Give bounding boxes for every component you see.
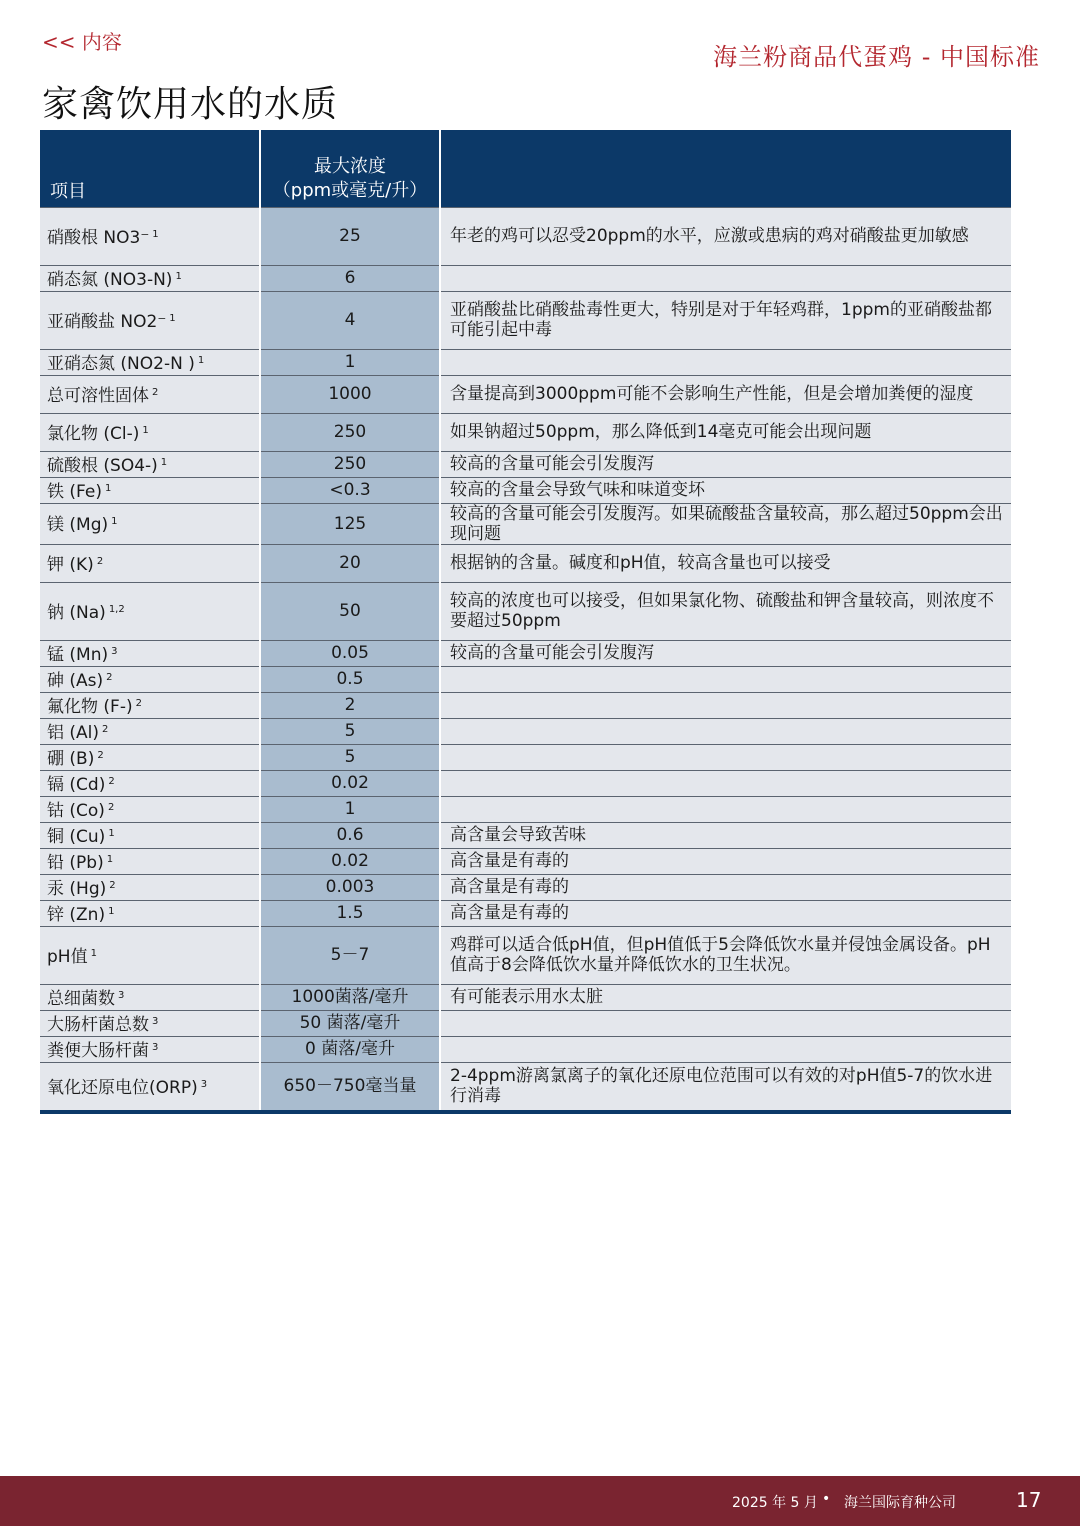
table-row — [40, 413, 1011, 451]
row-item-name: 亚硝酸盐 NO2⁻ — [47, 311, 167, 332]
row-max-concentration: 20 — [260, 544, 440, 582]
row-note — [440, 265, 1011, 291]
row-max-concentration: 0.003 — [260, 874, 440, 900]
row-note: 年老的鸡可以忍受20ppm的水平，应激或患病的鸡对硝酸盐更加敏感 — [440, 207, 1011, 265]
row-max-concentration: 1.5 — [260, 900, 440, 926]
row-note — [440, 349, 1011, 375]
table-row — [40, 984, 1011, 1010]
row-item-footnote: 1 — [142, 424, 149, 436]
row-max-concentration: 0.6 — [260, 822, 440, 848]
table-row — [40, 349, 1011, 375]
row-max-concentration: 1 — [260, 796, 440, 822]
document-title: 海兰粉商品代蛋鸡 - 中国标准 — [713, 43, 1040, 71]
row-item — [40, 503, 260, 544]
table-body — [40, 207, 1011, 1112]
row-max-concentration: 1 — [260, 349, 440, 375]
table-row — [40, 1036, 1011, 1062]
row-item-footnote: 2 — [107, 801, 115, 813]
row-max-concentration: 5－7 — [260, 926, 440, 984]
row-item-footnote: 3 — [118, 989, 125, 1001]
footer-separator: • — [822, 1491, 831, 1507]
row-item — [40, 874, 260, 900]
table-row — [40, 582, 1011, 640]
row-max-concentration: 25 — [260, 207, 440, 265]
row-item-name: 砷 (As) — [47, 670, 104, 691]
row-item-name: 铜 (Cu) — [47, 826, 106, 847]
row-item — [40, 984, 260, 1010]
table-row — [40, 291, 1011, 349]
row-item-footnote: 1 — [197, 354, 205, 366]
row-item — [40, 413, 260, 451]
row-note: 较高的浓度也可以接受，但如果氯化物、硫酸盐和钾含量较高，则浓度不要超过50ppm — [440, 582, 1011, 640]
row-item-name: 汞 (Hg) — [47, 878, 107, 899]
row-item-footnote: 1,2 — [108, 603, 125, 615]
row-item — [40, 375, 260, 413]
row-item-footnote: 2 — [96, 555, 104, 567]
row-note — [440, 1010, 1011, 1036]
table-row — [40, 822, 1011, 848]
page-title: 家禽饮用水的水质 — [42, 84, 339, 125]
row-item-name: 镁 (Mg) — [47, 515, 109, 535]
page-footer — [0, 1476, 1080, 1526]
row-item-footnote: 1 — [106, 853, 114, 865]
table-row — [40, 848, 1011, 874]
row-item-footnote: 1 — [108, 905, 115, 917]
row-item-name: 粪便大肠杆菌 — [47, 1040, 149, 1061]
row-max-concentration: 0.5 — [260, 666, 440, 692]
row-item-footnote: 2 — [109, 879, 116, 891]
row-item-name: 氟化物 (F-) — [47, 696, 133, 717]
row-item — [40, 718, 260, 744]
row-max-concentration: 5 — [260, 744, 440, 770]
table-row — [40, 477, 1011, 503]
row-item-footnote: 2 — [106, 671, 113, 683]
footer-date: 2025 年 5 月 — [732, 1495, 818, 1511]
table-row — [40, 451, 1011, 477]
table-row — [40, 1062, 1011, 1112]
row-note: 含量提高到3000ppm可能不会影响生产性能，但是会增加粪便的湿度 — [440, 375, 1011, 413]
table-row — [40, 874, 1011, 900]
row-item — [40, 291, 260, 349]
row-note: 2-4ppm游离氯离子的氧化还原电位范围可以有效的对pH值5-7的饮水进行消毒 — [440, 1062, 1011, 1112]
table-row — [40, 1010, 1011, 1036]
row-item — [40, 744, 260, 770]
row-max-concentration: 4 — [260, 291, 440, 349]
row-note: 较高的含量会导致气味和味道变坏 — [440, 477, 1011, 503]
row-max-concentration: 250 — [260, 451, 440, 477]
column-header-max-concentration-line2: （ppm或毫克/升） — [272, 179, 428, 201]
row-item — [40, 265, 260, 291]
row-max-concentration: <0.3 — [260, 477, 440, 503]
row-item-name: 锰 (Mn) — [47, 644, 109, 665]
row-item — [40, 1010, 260, 1036]
row-item — [40, 1062, 260, 1112]
row-max-concentration: 50 — [260, 582, 440, 640]
row-note — [440, 666, 1011, 692]
row-max-concentration: 1000菌落/毫升 — [260, 984, 440, 1010]
row-max-concentration: 5 — [260, 718, 440, 744]
row-max-concentration: 0.02 — [260, 770, 440, 796]
row-item-name: 硝态氮 (NO3-N) — [47, 269, 173, 290]
table-row — [40, 796, 1011, 822]
row-max-concentration: 125 — [260, 503, 440, 544]
row-item — [40, 1036, 260, 1062]
row-item — [40, 666, 260, 692]
row-note: 高含量是有毒的 — [440, 848, 1011, 874]
row-note: 较高的含量可能会引发腹泻。如果硫酸盐含量较高，那么超过50ppm会出现问题 — [440, 503, 1011, 544]
row-max-concentration: 6 — [260, 265, 440, 291]
row-max-concentration: 2 — [260, 692, 440, 718]
row-item-name: 铅 (Pb) — [47, 852, 104, 873]
table-row — [40, 718, 1011, 744]
table-header — [40, 130, 1011, 207]
row-note — [440, 692, 1011, 718]
row-note: 亚硝酸盐比硝酸盐毒性更大，特别是对于年轻鸡群，1ppm的亚硝酸盐都可能引起中毒 — [440, 291, 1011, 349]
row-item-name: pH值 — [47, 946, 88, 967]
row-item-footnote: 1 — [90, 947, 97, 959]
table-row — [40, 207, 1011, 265]
row-item-name: 亚硝态氮 (NO2-N ) — [47, 353, 195, 374]
row-item-name: 钾 (K) — [47, 554, 94, 575]
row-max-concentration: 250 — [260, 413, 440, 451]
row-note: 较高的含量可能会引发腹泻 — [440, 451, 1011, 477]
row-item-footnote: 1 — [108, 827, 115, 839]
table-row — [40, 375, 1011, 413]
row-note — [440, 718, 1011, 744]
row-item — [40, 582, 260, 640]
row-max-concentration: 50 菌落/毫升 — [260, 1010, 440, 1036]
row-item-footnote: 2 — [102, 723, 109, 735]
row-item-name: 总细菌数 — [47, 988, 115, 1009]
row-item-footnote: 2 — [97, 749, 104, 761]
row-item — [40, 207, 260, 265]
row-max-concentration: 0 菌落/毫升 — [260, 1036, 440, 1062]
row-note — [440, 796, 1011, 822]
table-row — [40, 770, 1011, 796]
table-row — [40, 900, 1011, 926]
row-note: 较高的含量可能会引发腹泻 — [440, 640, 1011, 666]
row-note — [440, 744, 1011, 770]
row-item-footnote: 1 — [169, 312, 176, 324]
row-note: 有可能表示用水太脏 — [440, 984, 1011, 1010]
row-item-name: 硼 (B) — [47, 748, 95, 769]
row-max-concentration: 0.02 — [260, 848, 440, 874]
row-item-name: 钴 (Co) — [47, 800, 105, 821]
row-max-concentration: 1000 — [260, 375, 440, 413]
table-row — [40, 666, 1011, 692]
row-item-name: 铝 (Al) — [47, 722, 100, 743]
row-item — [40, 770, 260, 796]
row-item — [40, 640, 260, 666]
table-row — [40, 640, 1011, 666]
row-item-name: 氧化还原电位(ORP) — [47, 1077, 198, 1098]
row-item-footnote: 1 — [175, 270, 182, 282]
row-note: 根据钠的含量。碱度和pH值，较高含量也可以接受 — [440, 544, 1011, 582]
page-number: 17 — [1016, 1488, 1042, 1512]
row-note: 高含量会导致苦味 — [440, 822, 1011, 848]
row-note: 高含量是有毒的 — [440, 874, 1011, 900]
row-item-footnote: 1 — [104, 482, 112, 494]
row-item-footnote: 2 — [135, 697, 142, 709]
row-max-concentration: 650－750毫当量 — [260, 1062, 440, 1112]
row-item-name: 铁 (Fe) — [47, 481, 102, 502]
row-item-footnote: 2 — [152, 386, 159, 398]
column-header-max-concentration-line1: 最大浓度 — [314, 155, 386, 177]
row-item-footnote: 1 — [160, 456, 168, 468]
row-note: 如果钠超过50ppm，那么降低到14毫克可能会出现问题 — [440, 413, 1011, 451]
row-item — [40, 796, 260, 822]
row-item — [40, 900, 260, 926]
row-item-footnote: 2 — [108, 775, 115, 787]
row-max-concentration: 0.05 — [260, 640, 440, 666]
table-row — [40, 926, 1011, 984]
row-item-footnote: 3 — [200, 1078, 208, 1090]
back-to-contents-link[interactable]: << 内容 — [42, 30, 122, 54]
row-item-name: 总可溶性固体 — [47, 385, 149, 406]
row-note: 高含量是有毒的 — [440, 900, 1011, 926]
row-item-name: 大肠杆菌总数 — [47, 1014, 149, 1035]
row-item-name: 硝酸根 NO3⁻ — [47, 227, 150, 248]
column-header-item: 项目 — [40, 130, 260, 207]
table-row — [40, 544, 1011, 582]
table-row — [40, 744, 1011, 770]
row-item-footnote: 1 — [111, 516, 118, 527]
row-note: 鸡群可以适合低pH值，但pH值低于5会降低饮水量并侵蚀金属设备。pH值高于8会降低饮水量并降低饮水的卫生状况。 — [440, 926, 1011, 984]
table-row — [40, 692, 1011, 718]
row-item — [40, 477, 260, 503]
water-quality-table — [40, 130, 1011, 1114]
row-item-name: 镉 (Cd) — [47, 774, 106, 795]
row-item — [40, 848, 260, 874]
row-item-name: 钠 (Na) — [47, 602, 106, 623]
row-item-name: 硫酸根 (SO4-) — [47, 455, 158, 476]
row-item-footnote: 1 — [152, 228, 159, 240]
row-item-footnote: 3 — [152, 1041, 159, 1053]
table-row — [40, 265, 1011, 291]
footer-company: 海兰国际育种公司 — [844, 1495, 956, 1511]
row-item-name: 氯化物 (Cl-) — [47, 423, 140, 444]
column-header-notes — [440, 130, 1011, 207]
row-item — [40, 544, 260, 582]
row-item — [40, 822, 260, 848]
row-item — [40, 451, 260, 477]
row-note — [440, 770, 1011, 796]
row-item-footnote: 3 — [111, 645, 118, 657]
table-row — [40, 503, 1011, 544]
row-item — [40, 692, 260, 718]
row-item — [40, 349, 260, 375]
row-item — [40, 926, 260, 984]
row-item-name: 锌 (Zn) — [47, 904, 106, 925]
row-item-footnote: 3 — [152, 1015, 159, 1027]
row-note — [440, 1036, 1011, 1062]
column-header-max-concentration — [260, 130, 440, 207]
